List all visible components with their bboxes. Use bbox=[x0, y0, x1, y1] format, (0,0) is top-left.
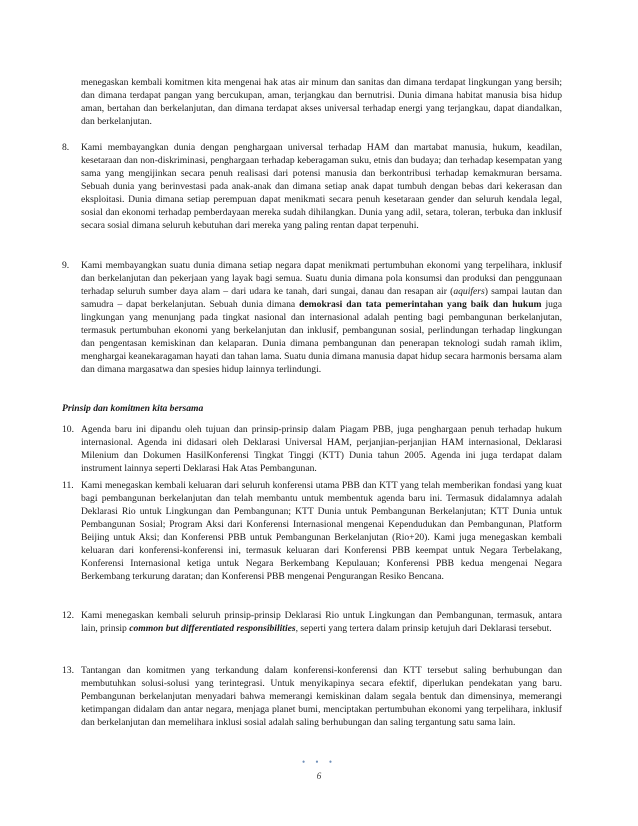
paragraph-11 bbox=[62, 479, 562, 583]
paragraph-text-part: Kami menegaskan kembali seluruh prinsip-prinsip Deklarasi Rio untuk Lingkungan dan Pembangunan, termasuk, antara lain, prinsip bbox=[81, 610, 562, 634]
paragraph-number: 12. bbox=[62, 610, 74, 621]
paragraph-text: Agenda baru ini dipandu oleh tujuan dan prinsip-prinsip dalam Piagam PBB, juga penghargaan penuh terhadap hukum internasional. Agenda ini didasari oleh Deklarasi Universal HAM, perjanjian-perjanjian HAM internasional, Deklarasi Milenium dan Dokumen HasilKonferensi Tingkat Tinggi (KTT) Dunia tahun 2005. Agenda ini juga terdapat dalam instrument lainnya seperti Deklarasi Hak Atas Pembangunan. bbox=[81, 424, 562, 474]
bold-italic-term: common but differentiated responsibilities bbox=[129, 623, 296, 634]
paragraph-text: Kami menegaskan kembali keluaran dari seluruh konferensi utama PBB dan KTT yang telah memberikan fondasi yang kuat bagi pembangunan berkelanjutan dan telah membantu untuk membentuk agenda baru ini. Termasuk didalamnya adalah Deklarasi Rio untuk Lingkungan dan Pembangunan; KTT Dunia untuk Pembangunan Berkelanjutan; KTT Dunia untuk Pembangunan Sosial; Program Aksi dari Konferensi Internasional mengenai Kependudukan dan Pembangunan, Platform Beijing untuk Aksi; dan Konferensi PBB untuk Pembangunan Berkelanjutan (Rio+20). Kami juga menegaskan kembali keluaran dari konferensi-konferensi ini, termasuk keluaran dari Konferensi PBB keempat untuk Negara Terbelakang, Konferensi Internasional ketiga untuk Negara Berkembang Kepulauan; Konferensi PBB kedua mengenai Negara Berkembang terkurung daratan; dan Konferensi PBB mengenai Pengurangan Resiko Bencana. bbox=[81, 480, 562, 582]
paragraph-text-part: Kami membayangkan suatu dunia dimana setiap negara dapat menikmati pertumbuhan ekonomi yang terpelihara, inklusif dan berkelanjutan dan pekerjaan yang layak bagi semua. Suatu dunia dimana pola konsumsi dan produksi dan penggunaan terhadap seluruh sumber daya alam – dari udara ke tanah, dari sungai, danau dan resapan air ( bbox=[81, 260, 562, 297]
paragraph-number: 11. bbox=[62, 480, 74, 491]
paragraph-13 bbox=[62, 664, 562, 729]
paragraph-text bbox=[81, 259, 562, 376]
paragraph-text-part: ) sampai lautan dan samudra – dapat berkelanjutan. Sebuah dunia dimana bbox=[81, 286, 563, 310]
bold-term: demokrasi dan tata pemerintahan yang baik dan hukum bbox=[299, 299, 542, 310]
section-heading: Prinsip dan komitmen kita bersama bbox=[62, 403, 204, 414]
italic-term: aquifers bbox=[453, 286, 485, 297]
paragraph-12 bbox=[62, 609, 562, 635]
paragraph-text: Tantangan dan komitmen yang terkandung dalam konferensi-konferensi dan KTT tersebut saling berhubungan dan membutuhkan solusi-solusi yang terintegrasi. Untuk menyikapinya secara efektif, diperlukan pendekatan yang baru. Pembangunan berkelanjutan menyadari bahwa memerangi kemiskinan dalam segala bentuk dan dimensinya, memerangi ketimpangan didalam dan antar negara, menjaga planet bumi, menciptakan pertumbuhan ekonomi yang terpelihara, inklusif dan berkelanjutan dan memelihara inklusi sosial adalah saling berhubungan dan saling tergantung satu sama lain. bbox=[81, 665, 562, 728]
paragraph-number: 10. bbox=[62, 424, 74, 435]
paragraph-7-continuation: menegaskan kembali komitmen kita mengenai hak atas air minum dan sanitas dan dimana terdapat lingkungan yang bersih; dan dimana terdapat pangan yang bercukupan, aman, terjangkau dan bernutrisi. Dunia dimana habitat manusia bisa hidup aman, bertahan dan berkelanjutan, dan dimana terdapat akses universal terhadap energi yang terjangkau, dapat diandalkan, dan berkelanjutan. bbox=[81, 77, 562, 127]
page-footer bbox=[0, 756, 638, 783]
paragraph-number: 9. bbox=[62, 260, 70, 271]
paragraph-text-part: juga lingkungan yang menunjang pada tingkat nasional dan internasional adalah penting bagi pembangunan berkelanjutan, termasuk pertumbuhan ekonomi yang berkelanjutan dan inklusif, pembangunan sosial, perlindungan terhadap lingkungan dan pengentasan kemiskinan dan kelaparan. Dunia dimana pembangunan dan penerapan teknologi sudah ramah iklim, menghargai keanekaragaman hayati dan tahan lama. Suatu dunia dimana manusia dapat hidup secara harmonis bersama alam dan dimana margasatwa dan spesies hidup lainnya terlindungi. bbox=[81, 299, 562, 375]
paragraph-10 bbox=[62, 423, 562, 475]
paragraph-9 bbox=[62, 259, 562, 376]
footer-dots: • • • bbox=[302, 757, 336, 767]
paragraph-number: 13. bbox=[62, 665, 74, 676]
page-number: 6 bbox=[316, 771, 322, 781]
paragraph-8 bbox=[62, 141, 562, 232]
paragraph-text-part: , seperti yang tertera dalam prinsip ketujuh dari Deklarasi tersebut. bbox=[295, 623, 552, 634]
paragraph-number: 8. bbox=[62, 142, 70, 153]
paragraph-text bbox=[81, 609, 562, 635]
paragraph-text: Kami membayangkan dunia dengan penghargaan universal terhadap HAM dan martabat manusia, hukum, keadilan, kesetaraan dan non-diskriminasi, penghargaan terhadap keberagaman suku, etnis dan budaya; dan terhadap kesempatan yang sama yang mengijinkan secara penuh realisasi dari potensi manusia dan berkontribusi terhadap kemakmuran bersama. Sebuah dunia yang berinvestasi pada anak-anak dan dimana setiap anak dapat tumbuh dengan bebas dari kekerasan dan eksploitasi. Dunia dimana setiap perempuan dapat menikmati secara penuh kesetaraan gender dan seluruh kendala legal, sosial dan ekonomi terhadap pemberdayaan mereka sudah dihilangkan. Dunia yang adil, setara, toleran, terbuka dan inklusif secara sosial dimana seluruh kebutuhan dari mereka yang paling rentan dapat terpenuhi. bbox=[81, 142, 562, 231]
